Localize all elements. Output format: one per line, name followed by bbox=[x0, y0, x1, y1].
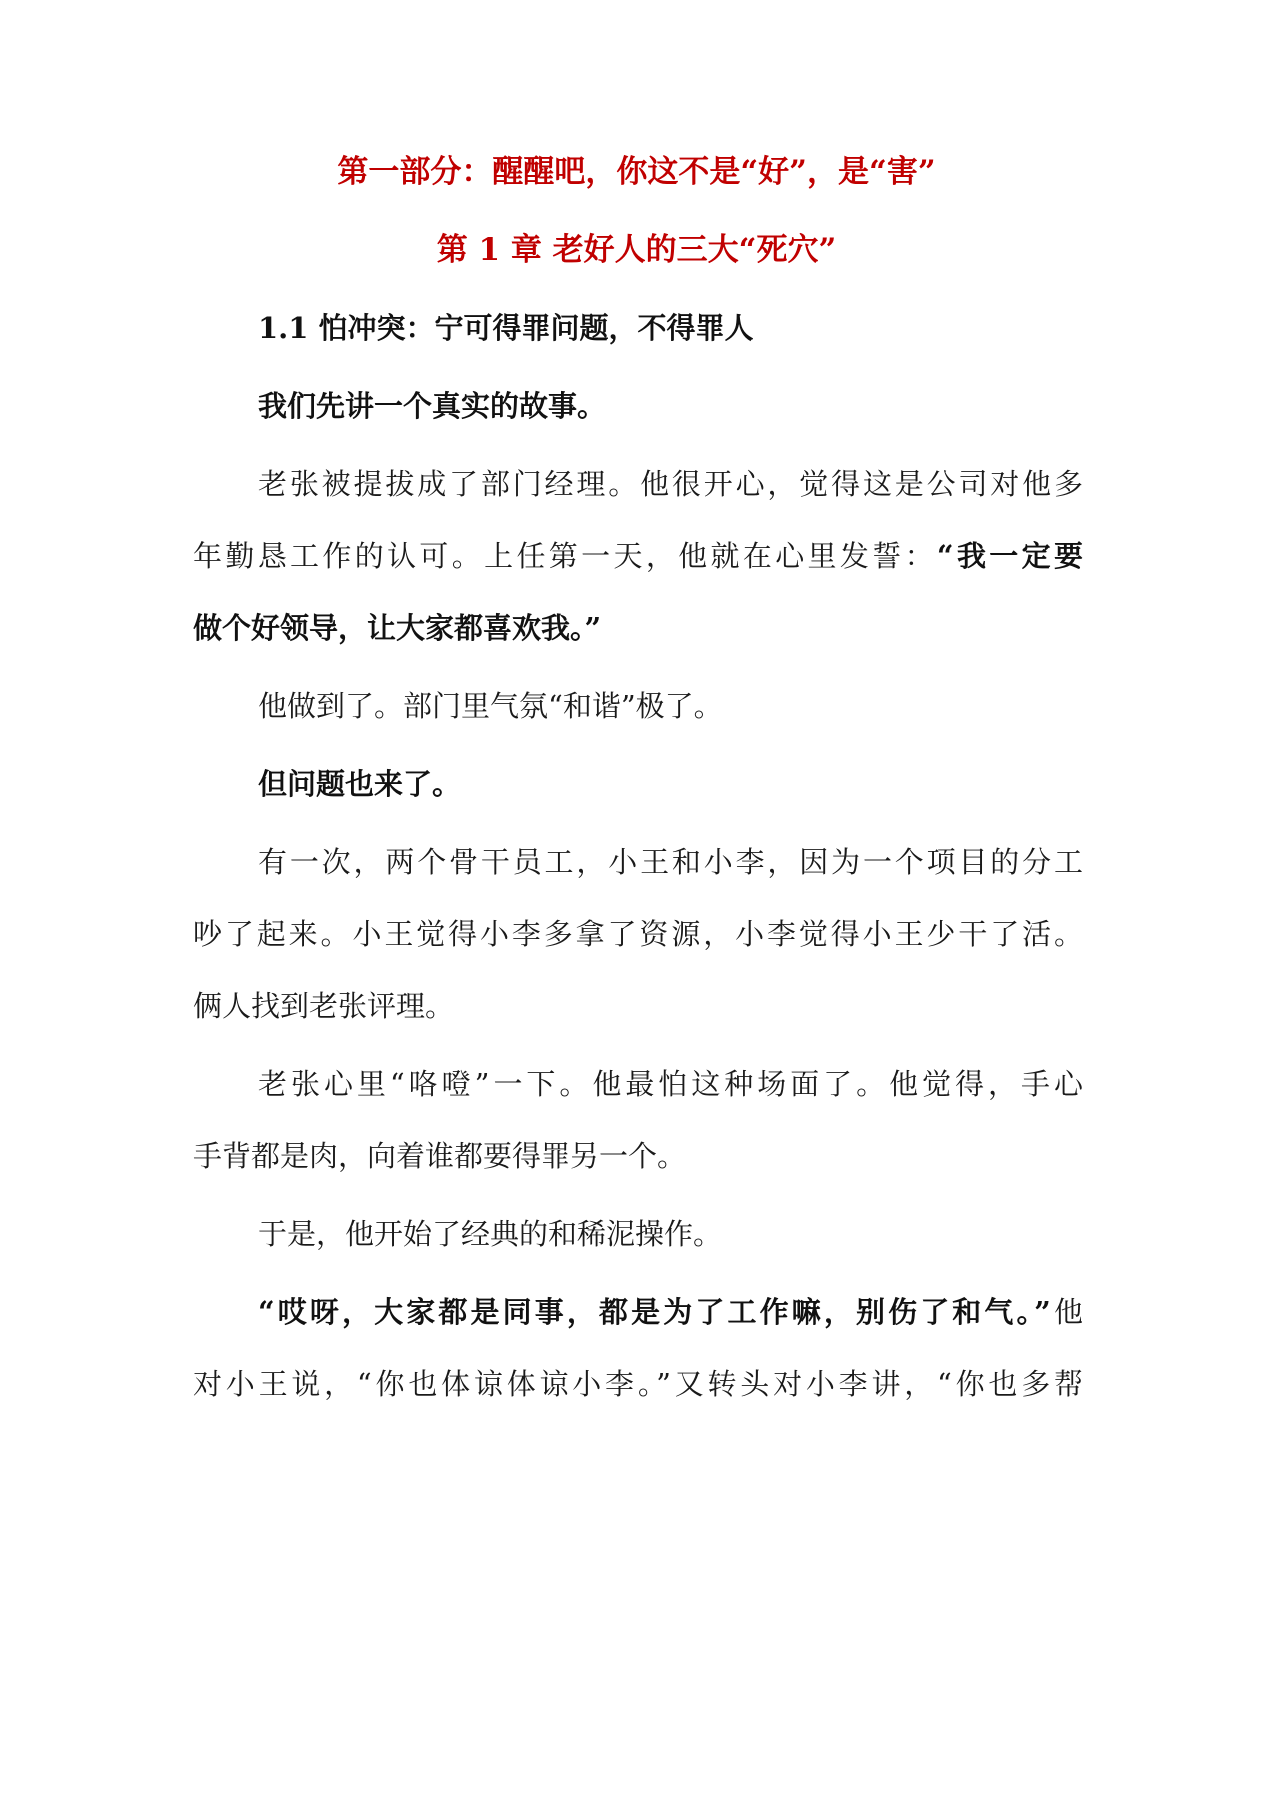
paragraph-line: 有一次，两个骨干员工，小王和小李，因为一个项目的分工 bbox=[258, 845, 1083, 879]
quote-text: “我一定要 bbox=[936, 539, 1083, 573]
paragraph-line: 手背都是肉，向着谁都要得罪另一个。 bbox=[193, 1139, 687, 1173]
paragraph-line: 但问题也来了。 bbox=[258, 767, 462, 801]
paragraph-line: 老张心里“咯噔”一下。他最怕这种场面了。他觉得，手心 bbox=[258, 1067, 1083, 1101]
quote-text: “哎呀，大家都是同事，都是为了工作嘛，别伤了和气。” bbox=[258, 1295, 1051, 1329]
paragraph-line: 老张被提拔成了部门经理。他很开心，觉得这是公司对他多 bbox=[258, 467, 1083, 501]
paragraph-line: 吵了起来。小王觉得小李多拿了资源，小李觉得小王少干了活。 bbox=[193, 917, 1083, 951]
chapter-title: 第 1 章 老好人的三大“死穴” bbox=[436, 232, 837, 268]
paragraph-line: 他做到了。部门里气氛“和谐”极了。 bbox=[258, 689, 723, 723]
paragraph-text: 他 bbox=[1050, 1295, 1083, 1329]
paragraph-line: 俩人找到老张评理。 bbox=[193, 989, 455, 1023]
paragraph-line: 于是，他开始了经典的和稀泥操作。 bbox=[258, 1217, 723, 1251]
part-title: 第一部分：醒醒吧，你这不是“好”，是“害” bbox=[337, 154, 936, 190]
section-title: 1.1 怕冲突：宁可得罪问题，不得罪人 bbox=[258, 311, 754, 345]
paragraph-line bbox=[258, 1290, 1083, 1334]
paragraph-text: 年勤恳工作的认可。上任第一天，他就在心里发誓： bbox=[193, 539, 937, 573]
paragraph-line: 对小王说，“你也体谅体谅小李。”又转头对小李讲，“你也多帮 bbox=[193, 1367, 1083, 1401]
paragraph-line: 做个好领导，让大家都喜欢我。” bbox=[193, 611, 602, 645]
paragraph-line bbox=[193, 534, 1083, 578]
paragraph-line: 我们先讲一个真实的故事。 bbox=[258, 389, 607, 423]
